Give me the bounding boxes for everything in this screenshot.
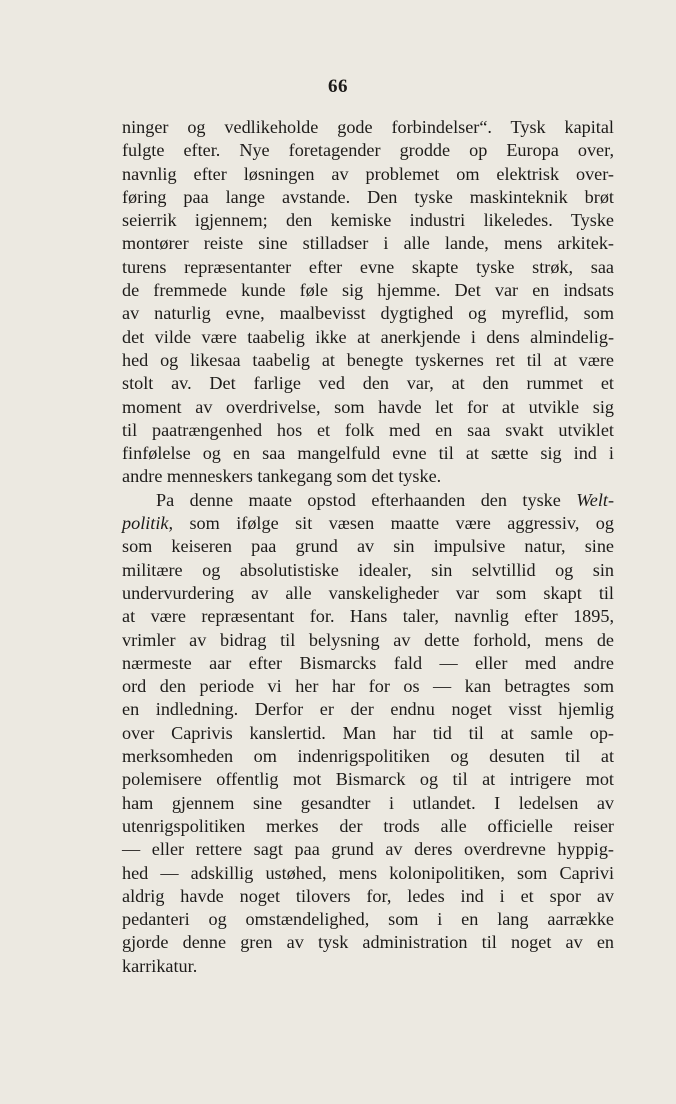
- paragraph-end-line: karrikatur.: [122, 955, 198, 976]
- text-line: hed — adskillig ustøhed, mens kolonipolitiken, som Caprivi: [122, 862, 614, 883]
- text-line: at være repræsentant for. Hans taler, navnlig efter 1895,: [122, 606, 614, 627]
- text-line: ninger og vedlikeholde gode forbindelser“. Tysk kapital: [122, 117, 614, 137]
- text-line: seierrik igjennem; den kemiske industri likeledes. Tyske: [122, 210, 614, 231]
- text-line: moment av overdrivelse, som havde let for at utvikle sig: [122, 396, 614, 417]
- text-line: turens repræsentanter efter evne skapte tyske strøk, saa: [122, 256, 614, 277]
- text-line: ord den periode vi her har for os — kan betragtes som: [122, 676, 614, 697]
- text-line: utenrigspolitiken merkes der trods alle officielle reiser: [122, 815, 614, 836]
- text-line: undervurdering av alle vanskeligheder var som skapt til: [122, 582, 614, 603]
- text-line: som keiseren paa grund av sin impulsive natur, sine: [122, 536, 614, 557]
- paragraph-start-line: [122, 489, 614, 512]
- text-line: føring paa lange avstande. Den tyske maskinteknik brøt: [122, 186, 614, 207]
- text-line: gjorde denne gren av tysk administration til noget av en: [122, 932, 614, 953]
- italic-term: politik,: [122, 513, 174, 534]
- text-line: merksomheden om indenrigspolitiken og desuten til at: [122, 746, 614, 767]
- text-line: vrimler av bidrag til belysning av dette forhold, mens de: [122, 629, 614, 650]
- text-line: hed og likesaa taabelig at benegte tyskernes ret til at være: [122, 349, 614, 370]
- text-line: montører reiste sine stilladser i alle lande, mens arkitek-: [122, 233, 614, 254]
- text-line: stolt av. Det farlige ved den var, at den rummet et: [122, 373, 614, 394]
- paragraph-end-line: andre menneskers tankegang som det tyske.: [122, 466, 442, 487]
- text-line: fulgte efter. Nye foretagender grodde op Europa over,: [122, 140, 614, 161]
- text-line: navnlig efter løsningen av problemet om elektrisk over-: [122, 163, 614, 184]
- italic-term: Welt-: [576, 489, 614, 510]
- text-line: til paatrængenhed hos et folk med en saa svakt utviklet: [122, 419, 614, 440]
- text-line: nærmeste aar efter Bismarcks fald — eller med andre: [122, 652, 614, 673]
- text-line: de fremmede kunde føle sig hjemme. Det var en indsats: [122, 280, 614, 301]
- page-number: 66: [328, 76, 348, 97]
- text-segment: som ifølge sit væsen maatte være aggressiv, og: [173, 513, 614, 534]
- text-line: over Caprivis kanslertid. Man har tid til at samle op-: [122, 722, 614, 743]
- text-line: militære og absolutistiske idealer, sin selvtillid og sin: [122, 559, 614, 580]
- text-segment: Pa denne maate opstod efterhaanden den tyske: [156, 489, 577, 510]
- text-line: aldrig havde noget tilovers for, ledes ind i et spor av: [122, 885, 614, 906]
- text-line: — eller rettere sagt paa grund av deres overdrevne hyppig-: [122, 839, 614, 860]
- text-line: finfølelse og en saa mangelfuld evne til at sætte sig ind i: [122, 443, 614, 464]
- text-line: pedanteri og omstændelighed, som i en lang aarrække: [122, 909, 614, 930]
- text-line: ham gjennem sine gesandter i utlandet. I ledelsen av: [122, 792, 614, 813]
- text-line: av naturlig evne, maalbevisst dygtighed og myreflid, som: [122, 303, 614, 324]
- text-line: [122, 512, 614, 535]
- text-line: det vilde være taabelig ikke at anerkjende i dens almindelig-: [122, 326, 614, 347]
- body-text: [122, 116, 614, 978]
- text-line: polemisere offentlig mot Bismarck og til at intrigere mot: [122, 769, 614, 790]
- text-line: en indledning. Derfor er der endnu noget visst hjemlig: [122, 699, 614, 720]
